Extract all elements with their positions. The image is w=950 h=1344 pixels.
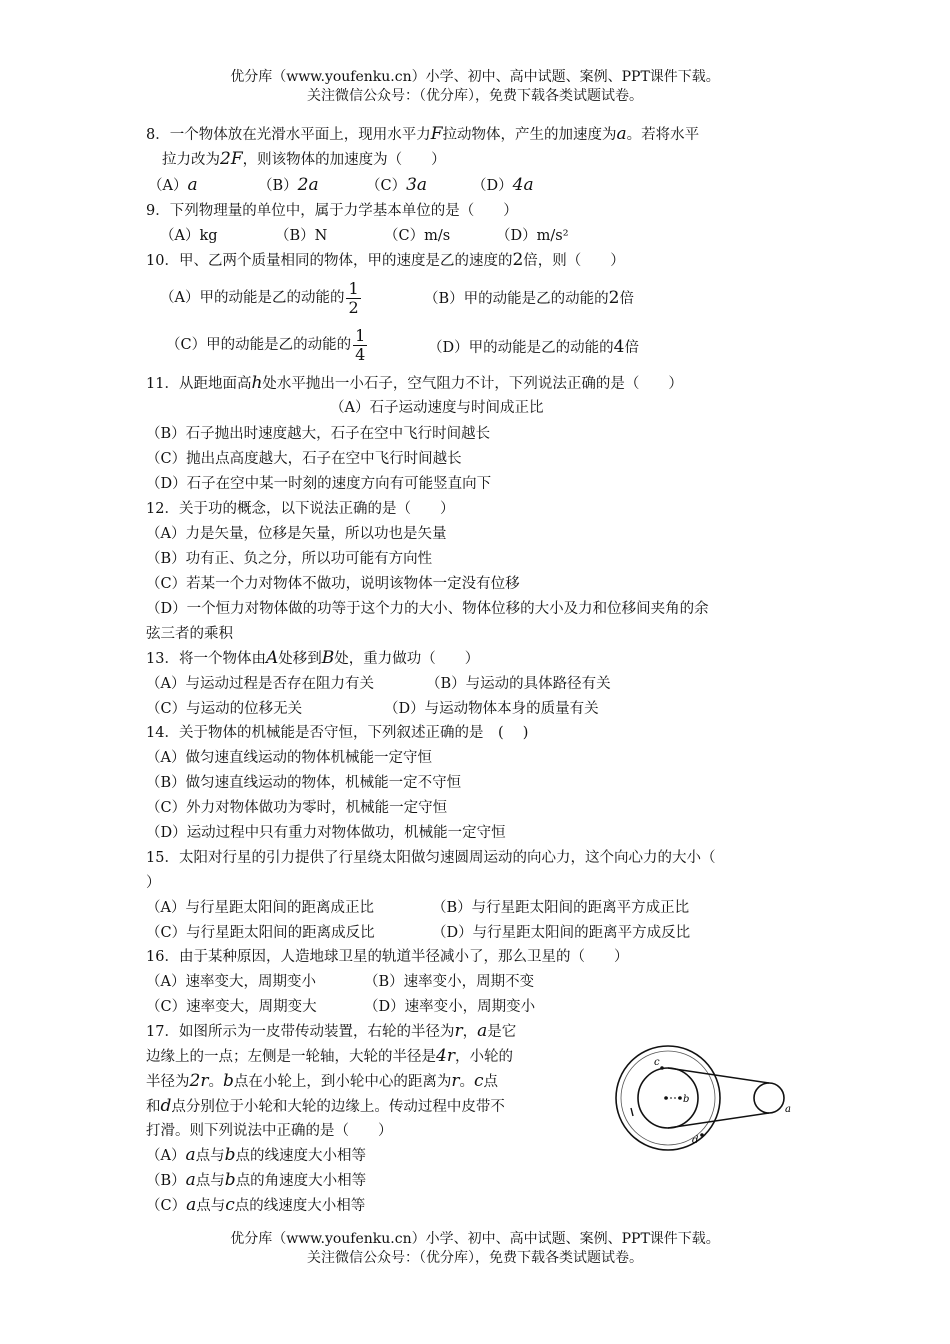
- fraction-one-half: $\frac{1}{2}$: [348, 278, 359, 317]
- q16-option-c: （C）速率变大，周期变大: [146, 999, 317, 1015]
- point-c-dot: [660, 1066, 664, 1070]
- q15-stem-line2: ）: [146, 875, 161, 891]
- q9-option-b: （B）N: [275, 228, 328, 244]
- q15-option-d: （D）与行星距太阳间的距离平方成反比: [432, 925, 691, 941]
- q17-stem-line4: 和d点分别位于小轮和大轮的边缘上。传动过程中皮带不: [146, 1096, 505, 1116]
- q8-option-c: （C）3a: [366, 175, 428, 195]
- q15-option-b: （B）与行星距太阳间的距离平方成正比: [432, 900, 690, 916]
- q11-stem: 11．从距地面高h处水平抛出一小石子，空气阻力不计，下列说法正确的是（ ）: [146, 373, 683, 393]
- q11-option-a: （A）石子运动速度与时间成正比: [330, 400, 544, 416]
- q17-stem-line3: 半径为2r。b点在小轮上，到小轮中心的距离为r。c点: [146, 1071, 499, 1091]
- q13-option-c: （C）与运动的位移无关: [146, 701, 303, 717]
- label-c: c: [654, 1057, 660, 1068]
- q17-option-c: （C）a点与c点的线速度大小相等: [146, 1195, 366, 1215]
- q11-option-b: （B）石子抛出时速度越大，石子在空中飞行时间越长: [146, 426, 491, 442]
- q8-option-d: （D）4a: [472, 175, 534, 195]
- q14-option-b: （B）做匀速直线运动的物体，机械能一定不守恒: [146, 775, 462, 791]
- q12-option-b: （B）功有正、负之分，所以功可能有方向性: [146, 551, 433, 567]
- q17-stem-line5: 打滑。则下列说法中正确的是（ ）: [146, 1123, 393, 1139]
- label-a: a: [785, 1104, 791, 1115]
- q8-stem-line2: 拉力改为2F，则该物体的加速度为（ ）: [162, 149, 446, 169]
- q16-option-b: （B）速率变小，周期不变: [364, 974, 535, 990]
- q13-option-b: （B）与运动的具体路径有关: [426, 676, 611, 692]
- q9-option-a: （A）kg: [160, 228, 218, 244]
- q10-stem: 10．甲、乙两个质量相同的物体，甲的速度是乙的速度的2倍，则（ ）: [146, 250, 625, 270]
- footer-line-1: 优分库（www.youfenku.cn）小学、初中、高中试题、案例、PPT课件下载。: [230, 1231, 720, 1247]
- q10-option-d: （D）甲的动能是乙的动能的4倍: [428, 337, 639, 357]
- label-b: b: [683, 1094, 690, 1105]
- rotation-arrow: [631, 1108, 633, 1116]
- q14-option-d: （D）运动过程中只有重力对物体做功，机械能一定守恒: [146, 825, 506, 841]
- fraction-one-quarter: $\frac{1}{4}$: [355, 325, 366, 364]
- q11-option-d: （D）石子在空中某一时刻的速度方向有可能竖直向下: [146, 476, 492, 492]
- q11-option-c: （C）抛出点高度越大，石子在空中飞行时间越长: [146, 451, 462, 467]
- q17-stem-line1: 17．如图所示为一皮带传动装置，右轮的半径为r，a是它: [146, 1021, 517, 1041]
- q10-option-c: （C）甲的动能是乙的动能的 $\frac{1}{4}$: [166, 325, 366, 364]
- belt-top: [668, 1068, 769, 1083]
- right-wheel: [754, 1083, 784, 1113]
- q13-stem: 13．将一个物体由A处移到B处，重力做功（ ）: [146, 648, 480, 668]
- q9-option-d: （D）m/s²: [496, 228, 569, 244]
- q13-option-a: （A）与运动过程是否存在阻力有关: [146, 676, 374, 692]
- q16-stem: 16．由于某种原因，人造地球卫星的轨道半径减小了，那么卫星的（ ）: [146, 949, 629, 965]
- q16-option-d: （D）速率变小，周期变小: [364, 999, 536, 1015]
- footer-line-2: 关注微信公众号：（优分库），免费下载各类试题试卷。: [307, 1250, 643, 1266]
- q16-option-a: （A）速率变大，周期变小: [146, 974, 316, 990]
- var-F: F: [430, 124, 443, 144]
- q17-option-b: （B）a点与b点的角速度大小相等: [146, 1170, 367, 1190]
- q15-stem-line1: 15．太阳对行星的引力提供了行星绕太阳做匀速圆周运动的向心力，这个向心力的大小（: [146, 850, 716, 866]
- q9-stem: 9．下列物理量的单位中，属于力学基本单位的是（ ）: [146, 203, 518, 219]
- q14-stem: 14．关于物体的机械能是否守恒，下列叙述正确的是 ( ): [146, 725, 529, 741]
- belt-bottom: [668, 1113, 769, 1128]
- point-b-dot: [678, 1096, 682, 1100]
- point-d-dot: [700, 1133, 704, 1137]
- q12-option-a: （A）力是矢量，位移是矢量，所以功也是矢量: [146, 526, 447, 542]
- q8-stem-line1: 8．一个物体放在光滑水平面上，现用水平力F拉动物体，产生的加速度为a。若将水平: [146, 124, 700, 144]
- label-d: d: [692, 1135, 699, 1146]
- q12-option-d-line2: 弦三者的乘积: [146, 626, 233, 642]
- q15-option-a: （A）与行星距太阳间的距离成正比: [146, 900, 374, 916]
- header-line-1: 优分库（www.youfenku.cn）小学、初中、高中试题、案例、PPT课件下载。: [230, 69, 720, 85]
- q10-option-a: （A）甲的动能是乙的动能的 $\frac{1}{2}$: [160, 278, 359, 317]
- q9-option-c: （C）m/s: [384, 228, 451, 244]
- q17-option-a: （A）a点与b点的线速度大小相等: [146, 1145, 367, 1165]
- q15-option-c: （C）与行星距太阳间的距离成反比: [146, 925, 375, 941]
- q13-option-d: （D）与运动物体本身的质量有关: [384, 701, 599, 717]
- q8-option-a: （A）a: [148, 175, 198, 195]
- belt-drive-figure: [604, 1040, 794, 1152]
- q12-stem: 12．关于功的概念，以下说法正确的是（ ）: [146, 501, 455, 517]
- var-2F: 2F: [220, 149, 243, 169]
- q17-stem-line2: 边缘上的一点；左侧是一轮轴，大轮的半径是4r，小轮的: [146, 1046, 513, 1066]
- q8-option-b: （B）2a: [258, 175, 319, 195]
- header-line-2: 关注微信公众号：（优分库），免费下载各类试题试卷。: [307, 88, 643, 104]
- var-a: a: [616, 124, 627, 144]
- q12-option-c: （C）若某一个力对物体不做功，说明该物体一定没有位移: [146, 576, 520, 592]
- q12-option-d-line1: （D）一个恒力对物体做的功等于这个力的大小、物体位移的大小及力和位移间夹角的余: [146, 601, 709, 617]
- q10-option-b: （B）甲的动能是乙的动能的2倍: [424, 288, 634, 308]
- q14-option-c: （C）外力对物体做功为零时，机械能一定守恒: [146, 800, 448, 816]
- q14-option-a: （A）做匀速直线运动的物体机械能一定守恒: [146, 750, 432, 766]
